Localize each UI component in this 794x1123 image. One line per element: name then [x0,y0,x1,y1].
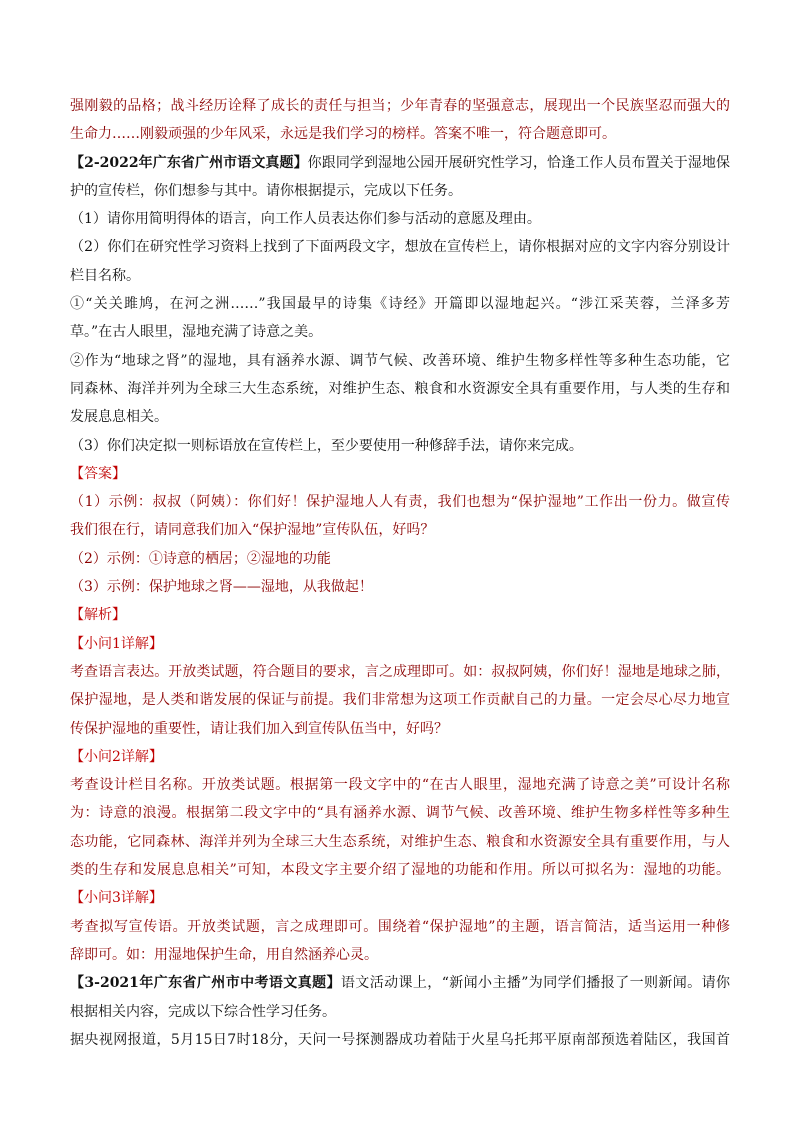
text-line [70,998,730,1026]
text-segment: 为：诗意的浪漫。根据第二段文字中的“具有涵养水源、调节气候、改善环境、维护生物多样性等多种生 [70,805,730,822]
section-label: 【小问3详解】 [70,890,163,907]
section-label: 【小问2详解】 [70,748,163,765]
text-segment: （3）示例：保护地球之肾——湿地，从我做起！ [70,579,373,596]
text-segment: 我们很在行，请同意我们加入“保护湿地”宣传队伍，好吗？ [70,522,435,539]
text-line [70,120,730,148]
text-segment: 考查设计栏目名称。开放类试题。根据第一段文字中的“在古人眼里，湿地充满了诗意之美”可设计名称 [70,777,730,794]
text-segment: 据央视网报道，5月15日7时18分，天问一号探测器成功着陆于火星乌托邦平原南部预选着陆区，我国首 [70,1031,730,1048]
question-heading: 【2-2022年广东省广州市语文真题】 [70,154,308,171]
text-line [70,262,730,290]
text-segment: 强刚毅的品格；战斗经历诠释了成长的责任与担当；少年青春的坚强意志，展现出一个民族坚忍而强大的 [70,98,730,114]
text-segment: 同森林、海洋并列为全球三大生态系统，对维护生态、粮食和水资源安全具有重要作用，与人类的生存和 [70,380,730,397]
text-segment: （1）请你用简明得体的语言，向工作人员表达你们参与活动的意愿及理由。 [70,211,541,228]
text-line [70,460,730,488]
text-line [70,913,730,941]
text-line [70,516,730,544]
text-segment: （2）你们在研究性学习资料上找到了下面两段文字，想放在宣传栏上，请你根据对应的文字内容分别设计 [70,239,730,256]
text-segment: （1）示例：叔叔（阿姨）：你们好！保护湿地人人有责，我们也想为“保护湿地”工作出一份力。做宣传 [70,494,730,511]
text-line [70,573,730,601]
text-line [70,630,730,658]
text-segment: 辞即可。如：用湿地保护生命，用自然涵养心灵。 [70,946,378,963]
text-segment: ①“关关雎鸠，在河之洲……”我国最早的诗集《诗经》开篇即以湿地起兴。“涉江采芙蓉，兰泽多芳 [70,296,730,313]
text-line [70,290,730,318]
document-page [70,92,730,1054]
text-line [70,941,730,969]
text-segment: 根据相关内容，完成以下综合性学习任务。 [70,1003,336,1020]
text-segment: （2）示例：①诗意的栖居；②湿地的功能 [70,550,331,567]
text-segment: 态功能，它同森林、海洋并列为全球三大生态系统，对维护生态、粮食和水资源安全具有重要作用，与人 [70,833,730,850]
text-segment: 类的生存和发展息息相关”可知，本段文字主要介绍了湿地的功能和作用。所以可拟名为：湿地的功能。 [70,862,730,879]
text-line [70,545,730,573]
section-label: 【答案】 [70,465,126,482]
text-segment: 护的宣传栏，你们想参与其中。请你根据提示，完成以下任务。 [70,182,462,199]
text-line [70,969,730,997]
text-line [70,715,730,743]
text-line [70,601,730,629]
text-line [70,828,730,856]
text-segment: 传保护湿地的重要性，请让我们加入到宣传队伍当中，好吗？ [70,720,448,737]
section-label: 【小问1详解】 [70,635,163,652]
text-line [70,347,730,375]
text-segment: 保护湿地，是人类和谐发展的保证与前提。我们非常想为这项工作贡献自己的力量。一定会尽心尽力地宣 [70,692,730,709]
text-segment: 语文活动课上，“新闻小主播”为同学们播报了一则新闻。请你 [340,975,730,992]
text-segment: 栏目名称。 [70,267,140,284]
text-line [70,432,730,460]
text-line [70,799,730,827]
text-line [70,92,730,120]
text-line [70,743,730,771]
text-line [70,177,730,205]
text-segment: 草。”在古人眼里，湿地充满了诗意之美。 [70,324,323,341]
text-line [70,205,730,233]
text-line [70,375,730,403]
text-segment: 考查拟写宣传语。开放类试题，言之成理即可。围绕着“保护湿地”的主题，语言简洁，适当运用一种修 [70,918,730,935]
text-segment: ②作为“地球之肾”的湿地，具有涵养水源、调节气候、改善环境、维护生物多样性等多种生态功能，它 [70,352,730,369]
text-line [70,686,730,714]
section-label: 【解析】 [70,607,126,624]
text-line [70,318,730,346]
text-line [70,856,730,884]
text-line [70,233,730,261]
text-segment: 你跟同学到湿地公园开展研究性学习，恰逢工作人员布置关于湿地保 [307,154,730,171]
text-line [70,771,730,799]
text-line [70,488,730,516]
text-line [70,658,730,686]
text-line [70,403,730,431]
text-segment: （3）你们决定拟一则标语放在宣传栏上，至少要使用一种修辞手法，请你来完成。 [70,437,583,454]
text-segment: 考查语言表达。开放类试题，符合题目的要求，言之成理即可。如：叔叔阿姨，你们好！湿地是地球之肺， [70,663,730,680]
question-heading: 【3-2021年广东省广州市中考语文真题】 [70,975,341,992]
text-line [70,884,730,912]
text-line [70,1026,730,1054]
text-segment: 发展息息相关。 [70,409,168,426]
text-segment: 生命力……刚毅顽强的少年风采，永远是我们学习的榜样。答案不唯一，符合题意即可。 [70,126,616,143]
text-line [70,149,730,177]
